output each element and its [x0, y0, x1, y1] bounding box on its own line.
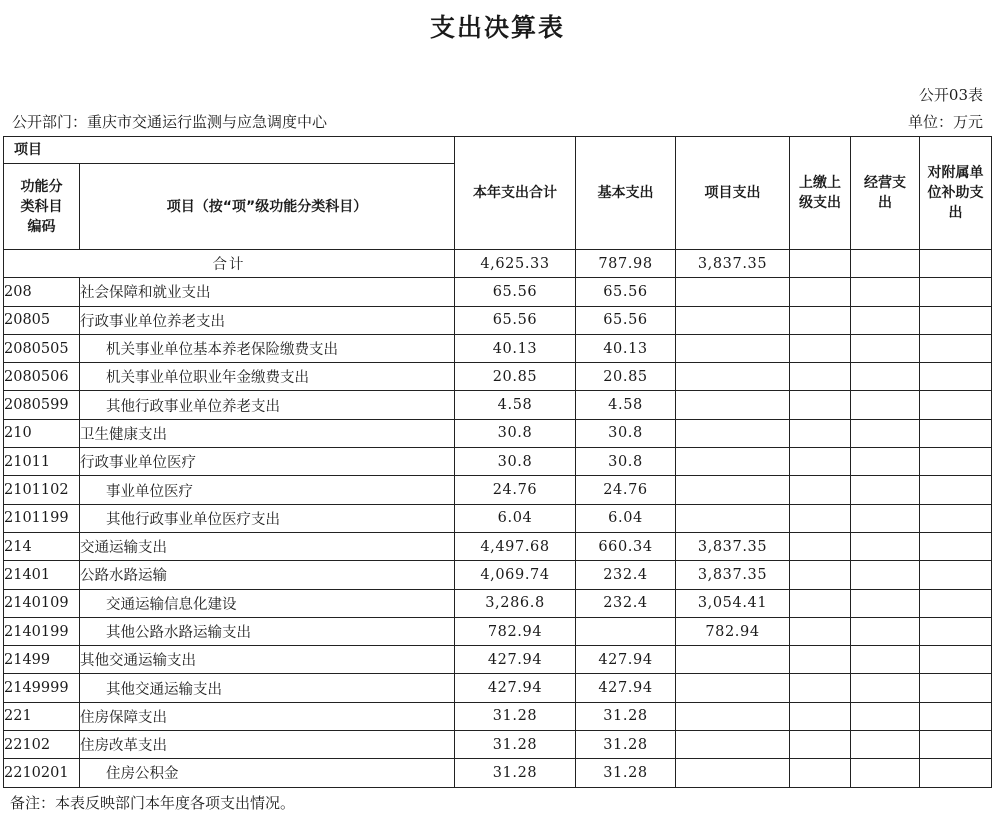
- upper-cell: [790, 278, 851, 306]
- project-cell: [676, 702, 790, 730]
- name-cell: 机关事业单位基本养老保险缴费支出: [80, 334, 455, 362]
- project-cell: 3,054.41: [676, 589, 790, 617]
- total-business: [851, 250, 920, 278]
- name-cell: 其他行政事业单位养老支出: [80, 391, 455, 419]
- basic-cell: 4.58: [576, 391, 676, 419]
- expenditure-table: [3, 136, 992, 788]
- total-basic: 787.98: [576, 250, 676, 278]
- code-cell: 2210201: [4, 759, 80, 787]
- subsidy-cell: [920, 561, 992, 589]
- upper-cell: [790, 617, 851, 645]
- project-cell: 782.94: [676, 617, 790, 645]
- total-cell: 31.28: [455, 731, 576, 759]
- table-row: [4, 532, 992, 560]
- basic-cell: 24.76: [576, 476, 676, 504]
- subsidy-cell: [920, 589, 992, 617]
- basic-cell: 30.8: [576, 448, 676, 476]
- code-cell: 2140109: [4, 589, 80, 617]
- table-row: [4, 731, 992, 759]
- code-cell: 2080599: [4, 391, 80, 419]
- table-row: [4, 306, 992, 334]
- name-cell: 住房保障支出: [80, 702, 455, 730]
- basic-cell: 427.94: [576, 674, 676, 702]
- total-subsidy: [920, 250, 992, 278]
- total-cell: 3,286.8: [455, 589, 576, 617]
- business-cell: [851, 702, 920, 730]
- name-cell: 交通运输支出: [80, 532, 455, 560]
- unit-label: 单位：万元: [907, 113, 983, 131]
- name-cell: 其他交通运输支出: [80, 646, 455, 674]
- subsidy-cell: [920, 278, 992, 306]
- business-cell: [851, 589, 920, 617]
- subsidy-cell: [920, 702, 992, 730]
- total-label: 合计: [4, 250, 455, 278]
- table-row: [4, 334, 992, 362]
- total-cell: 65.56: [455, 306, 576, 334]
- upper-cell: [790, 334, 851, 362]
- business-cell: [851, 532, 920, 560]
- subsidy-cell: [920, 391, 992, 419]
- project-cell: [676, 674, 790, 702]
- code-cell: 210: [4, 419, 80, 447]
- project-cell: [676, 476, 790, 504]
- table-row: [4, 589, 992, 617]
- code-cell: 20805: [4, 306, 80, 334]
- table-row: [4, 617, 992, 645]
- total-cell: 427.94: [455, 674, 576, 702]
- code-cell: 2149999: [4, 674, 80, 702]
- upper-cell: [790, 448, 851, 476]
- name-cell: 事业单位医疗: [80, 476, 455, 504]
- upper-cell: [790, 561, 851, 589]
- subsidy-cell: [920, 306, 992, 334]
- total-cell: 31.28: [455, 702, 576, 730]
- upper-cell: [790, 702, 851, 730]
- project-cell: [676, 334, 790, 362]
- business-cell: [851, 391, 920, 419]
- table-row: [4, 363, 992, 391]
- code-cell: 2080506: [4, 363, 80, 391]
- upper-cell: [790, 589, 851, 617]
- project-cell: [676, 646, 790, 674]
- business-cell: [851, 646, 920, 674]
- header-func-code: 功能分类科目编码: [4, 164, 80, 250]
- basic-cell: 232.4: [576, 561, 676, 589]
- project-cell: 3,837.35: [676, 561, 790, 589]
- basic-cell: 20.85: [576, 363, 676, 391]
- table-row: [4, 278, 992, 306]
- name-cell: 住房公积金: [80, 759, 455, 787]
- basic-cell: 30.8: [576, 419, 676, 447]
- code-cell: 221: [4, 702, 80, 730]
- table-row: [4, 391, 992, 419]
- header-project: 项目: [4, 137, 455, 164]
- name-cell: 社会保障和就业支出: [80, 278, 455, 306]
- business-cell: [851, 561, 920, 589]
- name-cell: 机关事业单位职业年金缴费支出: [80, 363, 455, 391]
- code-cell: 2101102: [4, 476, 80, 504]
- total-cell: 65.56: [455, 278, 576, 306]
- basic-cell: 6.04: [576, 504, 676, 532]
- total-row: [4, 250, 992, 278]
- code-cell: 2080505: [4, 334, 80, 362]
- subsidy-cell: [920, 476, 992, 504]
- table-row: [4, 561, 992, 589]
- code-cell: 21011: [4, 448, 80, 476]
- total-upper: [790, 250, 851, 278]
- business-cell: [851, 731, 920, 759]
- basic-cell: 31.28: [576, 759, 676, 787]
- subsidy-cell: [920, 674, 992, 702]
- table-row: [4, 476, 992, 504]
- name-cell: 行政事业单位养老支出: [80, 306, 455, 334]
- subsidy-cell: [920, 363, 992, 391]
- subsidy-cell: [920, 759, 992, 787]
- project-cell: [676, 731, 790, 759]
- table-row: [4, 448, 992, 476]
- total-cell: 30.8: [455, 419, 576, 447]
- project-cell: [676, 504, 790, 532]
- name-cell: 公路水路运输: [80, 561, 455, 589]
- table-row: [4, 646, 992, 674]
- basic-cell: 65.56: [576, 278, 676, 306]
- total-project: 3,837.35: [676, 250, 790, 278]
- page-title: 支出决算表: [429, 13, 565, 42]
- upper-cell: [790, 504, 851, 532]
- basic-cell: [576, 617, 676, 645]
- basic-cell: 660.34: [576, 532, 676, 560]
- business-cell: [851, 278, 920, 306]
- code-cell: 21499: [4, 646, 80, 674]
- name-cell: 其他公路水路运输支出: [80, 617, 455, 645]
- code-cell: 2101199: [4, 504, 80, 532]
- total-cell: 427.94: [455, 646, 576, 674]
- table-row: [4, 702, 992, 730]
- subsidy-cell: [920, 448, 992, 476]
- name-cell: 行政事业单位医疗: [80, 448, 455, 476]
- header-basic: 基本支出: [576, 137, 676, 250]
- business-cell: [851, 476, 920, 504]
- table-row: [4, 759, 992, 787]
- name-cell: 卫生健康支出: [80, 419, 455, 447]
- upper-cell: [790, 306, 851, 334]
- project-cell: [676, 419, 790, 447]
- subsidy-cell: [920, 419, 992, 447]
- table-id: 公开03表: [918, 86, 983, 104]
- name-cell: 交通运输信息化建设: [80, 589, 455, 617]
- business-cell: [851, 759, 920, 787]
- business-cell: [851, 363, 920, 391]
- total-cell: 4,069.74: [455, 561, 576, 589]
- total-cell: 4.58: [455, 391, 576, 419]
- subsidy-cell: [920, 532, 992, 560]
- header-upper: 上缴上级支出: [790, 137, 851, 250]
- name-cell: 其他交通运输支出: [80, 674, 455, 702]
- subsidy-cell: [920, 617, 992, 645]
- upper-cell: [790, 363, 851, 391]
- basic-cell: 65.56: [576, 306, 676, 334]
- name-cell: 其他行政事业单位医疗支出: [80, 504, 455, 532]
- business-cell: [851, 448, 920, 476]
- table-row: [4, 674, 992, 702]
- project-cell: [676, 391, 790, 419]
- upper-cell: [790, 476, 851, 504]
- department-label: 公开部门：重庆市交通运行监测与应急调度中心: [12, 113, 328, 131]
- total-cell: 31.28: [455, 759, 576, 787]
- project-cell: [676, 278, 790, 306]
- code-cell: 22102: [4, 731, 80, 759]
- basic-cell: 31.28: [576, 731, 676, 759]
- project-cell: [676, 306, 790, 334]
- header-subsidy: 对附属单位补助支出: [920, 137, 992, 250]
- subsidy-cell: [920, 334, 992, 362]
- total-cell: 782.94: [455, 617, 576, 645]
- code-cell: 214: [4, 532, 80, 560]
- subsidy-cell: [920, 731, 992, 759]
- total-cell: 4,497.68: [455, 532, 576, 560]
- total-total: 4,625.33: [455, 250, 576, 278]
- subsidy-cell: [920, 646, 992, 674]
- upper-cell: [790, 419, 851, 447]
- table-row: [4, 504, 992, 532]
- business-cell: [851, 306, 920, 334]
- upper-cell: [790, 646, 851, 674]
- business-cell: [851, 674, 920, 702]
- total-cell: 6.04: [455, 504, 576, 532]
- project-cell: 3,837.35: [676, 532, 790, 560]
- business-cell: [851, 617, 920, 645]
- project-cell: [676, 363, 790, 391]
- total-cell: 20.85: [455, 363, 576, 391]
- total-cell: 30.8: [455, 448, 576, 476]
- business-cell: [851, 334, 920, 362]
- total-cell: 40.13: [455, 334, 576, 362]
- table-row: [4, 419, 992, 447]
- upper-cell: [790, 759, 851, 787]
- header-project-expense: 项目支出: [676, 137, 790, 250]
- total-cell: 24.76: [455, 476, 576, 504]
- basic-cell: 40.13: [576, 334, 676, 362]
- header-business: 经营支出: [851, 137, 920, 250]
- code-cell: 21401: [4, 561, 80, 589]
- upper-cell: [790, 674, 851, 702]
- header-item-name: 项目（按“项”级功能分类科目）: [80, 164, 455, 250]
- business-cell: [851, 504, 920, 532]
- project-cell: [676, 759, 790, 787]
- code-cell: 208: [4, 278, 80, 306]
- basic-cell: 232.4: [576, 589, 676, 617]
- name-cell: 住房改革支出: [80, 731, 455, 759]
- upper-cell: [790, 391, 851, 419]
- subsidy-cell: [920, 504, 992, 532]
- basic-cell: 31.28: [576, 702, 676, 730]
- upper-cell: [790, 532, 851, 560]
- project-cell: [676, 448, 790, 476]
- header-total: 本年支出合计: [455, 137, 576, 250]
- code-cell: 2140199: [4, 617, 80, 645]
- upper-cell: [790, 731, 851, 759]
- footnote: 备注：本表反映部门本年度各项支出情况。: [10, 794, 296, 812]
- basic-cell: 427.94: [576, 646, 676, 674]
- business-cell: [851, 419, 920, 447]
